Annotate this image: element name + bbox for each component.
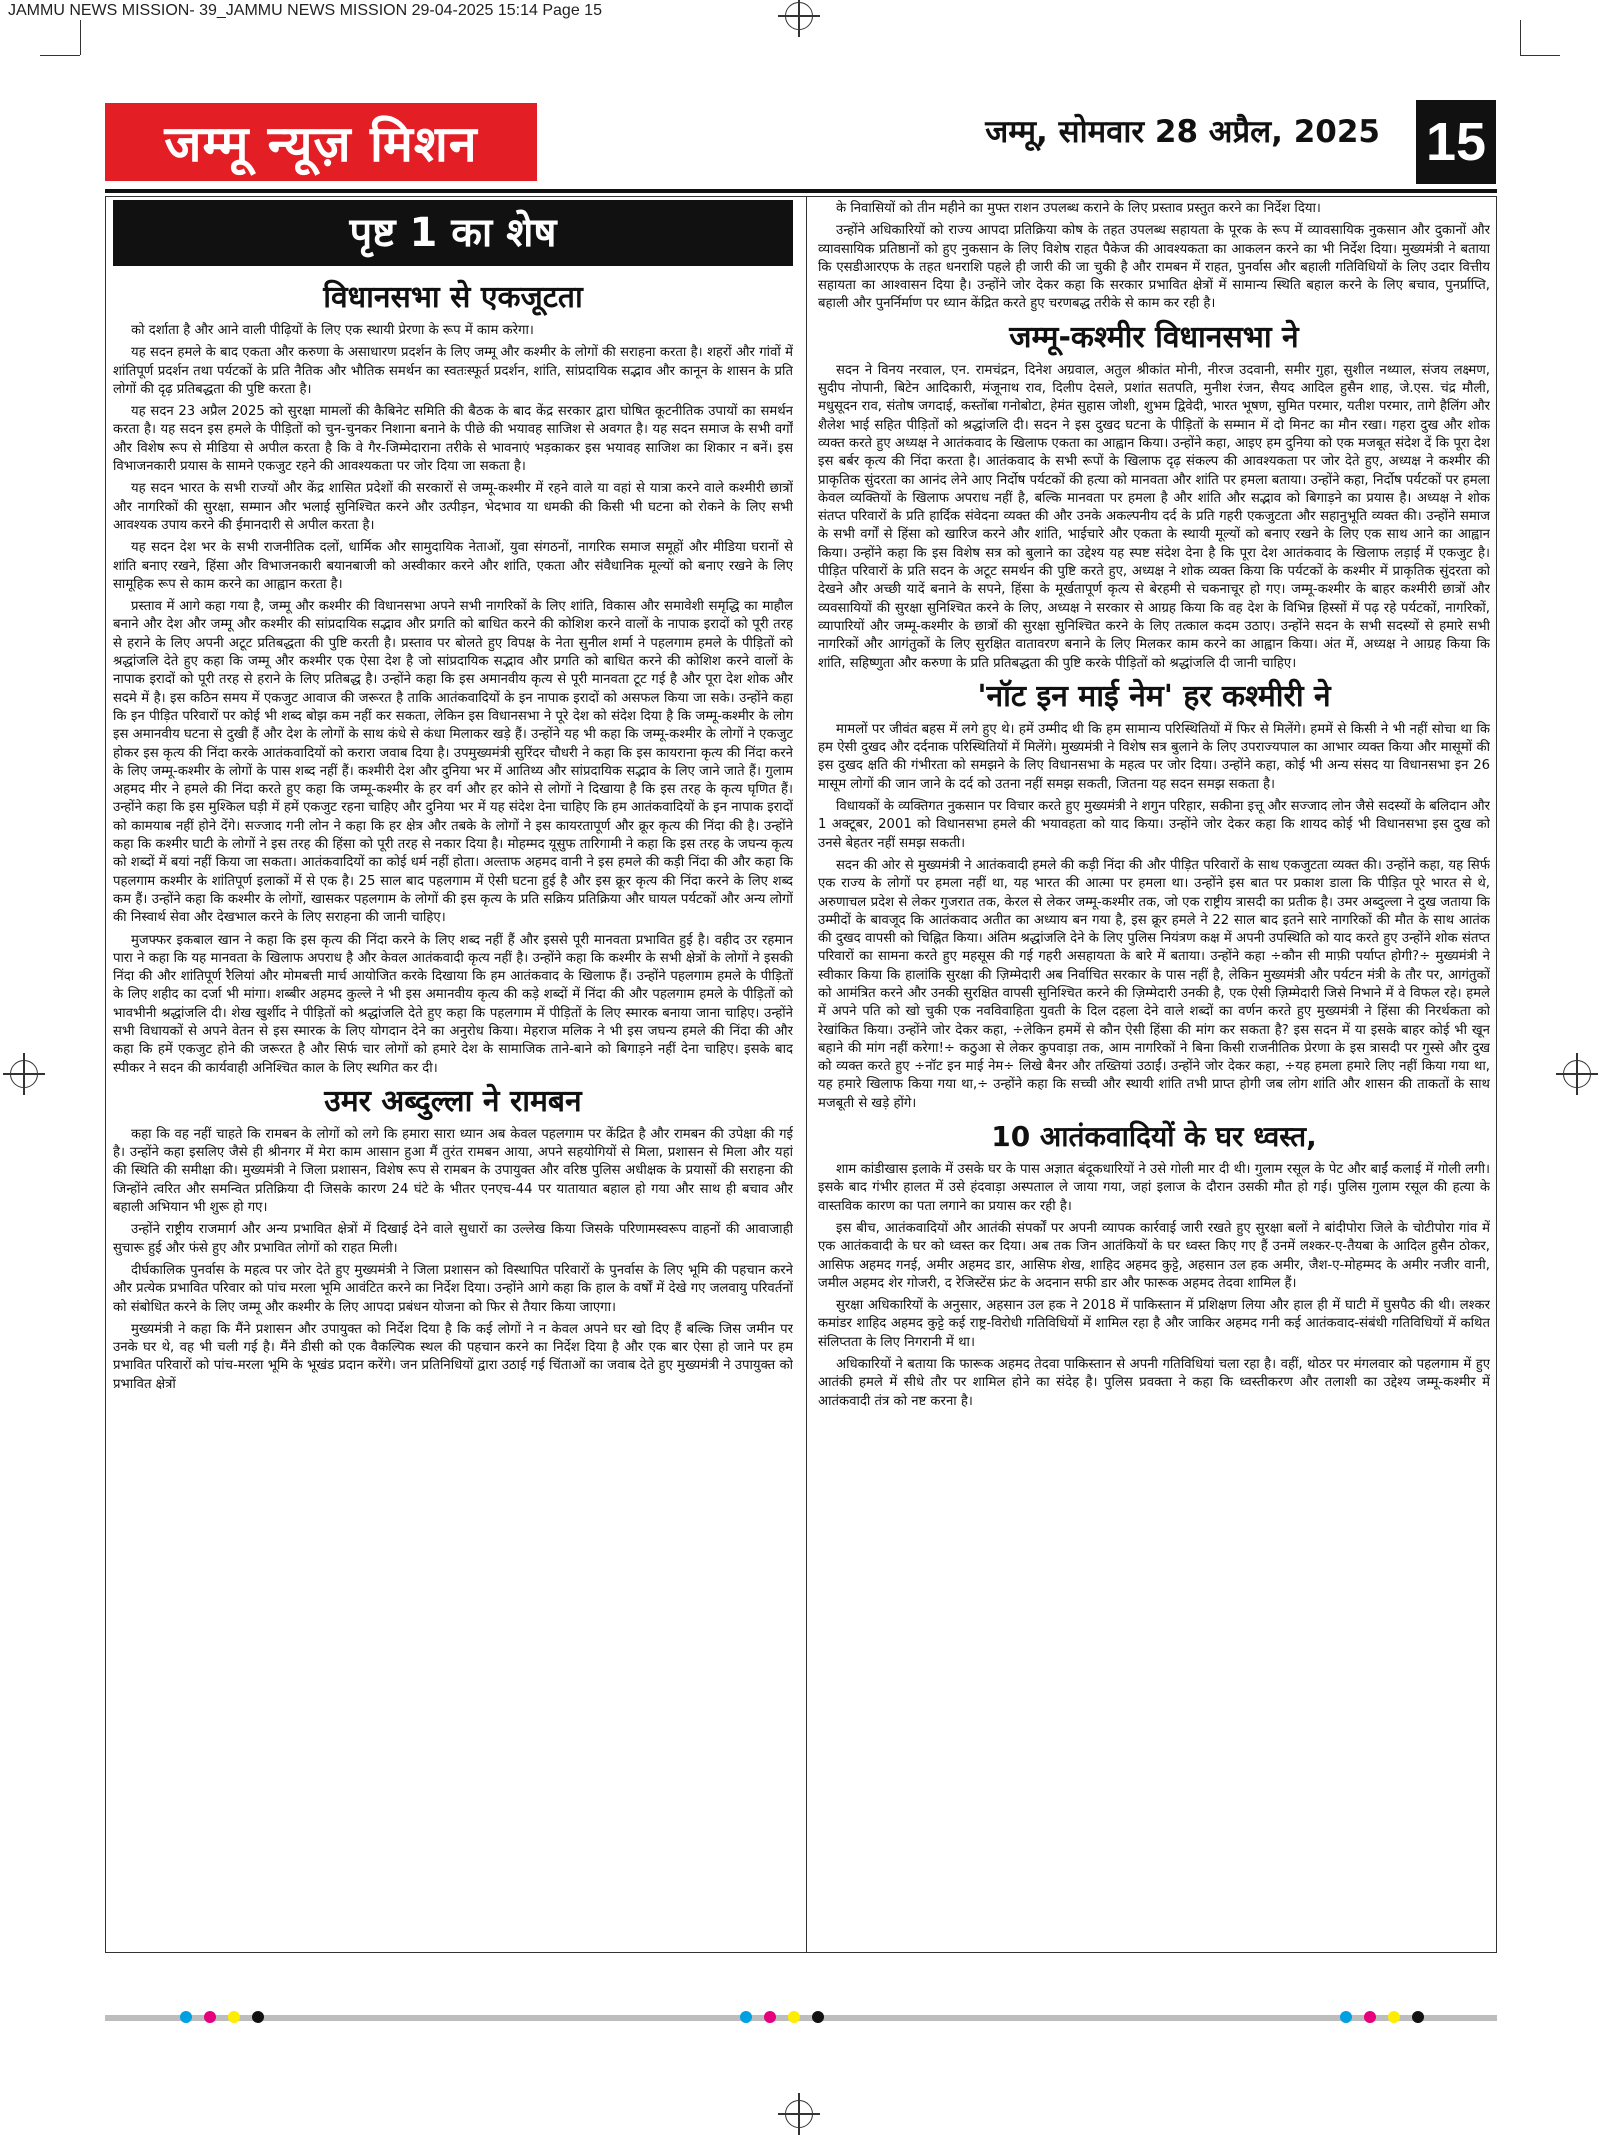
article-paragraph: दीर्घकालिक पुनर्वास के महत्व पर जोर देते हुए मुख्यमंत्री ने जिला प्रशासन को विस्थापित परिवारों के पुनर्वास के लिए भूमि की पहचान करने और प्रत्येक प्रभावित परिवार को पांच मरला भूमि आवंटित करने का निर्देश दिया। उन्होंने आगे कहा कि हाल के वर्षों में देखे गए जलवायु परिवर्तनों को संबोधित करने के लिए जम्मू और कश्मीर के लिए आपदा प्रबंधन योजना को फिर से तैयार किया जाएगा। — [113, 1262, 793, 1315]
registration-mark-bottom — [785, 2100, 813, 2128]
article-paragraph: यह सदन 23 अप्रैल 2025 को सुरक्षा मामलों की कैबिनेट समिति की बैठक के बाद केंद्र सरकार द्वारा घोषित कूटनीतिक उपायों का समर्थन करता है। यह सदन इस हमले के पीड़ितों को चुन-चुनकर निशाना बनाने के पीछे की भयावह साजिश से अवगत है। यह सदन समाज के सभी वर्गों और विशेष रूप से मीडिया से अपील करता है कि वे गैर-जिम्मेदाराना तरीके से भावनाएं भड़काकर इस भयावह साजिश का शिकार न बनें। इस विभाजनकारी प्रयास के सामने एकजुट रहने की आवश्यकता पर जोर दिया जा सकता है। — [113, 404, 793, 475]
section-banner: पृष्ट 1 का शेष — [113, 200, 793, 266]
footer-rule — [105, 2015, 1497, 2021]
column-divider — [806, 196, 807, 1953]
article-paragraph: अधिकारियों ने बताया कि फारूक अहमद तेदवा पाकिस्तान से अपनी गतिविधियां चला रहा है। वहीं, थोठर पर मंगलवार को पहलगाम में हुए आतंकी हमले में सीधे तौर पर शामिल होने का संदेह है। पुलिस प्रवक्ता ने कहा कि ध्वस्तीकरण और तलाशी का उद्देश्य जम्मू-कश्मीर में आतंकवादी तंत्र को नष्ट करना है। — [818, 1357, 1490, 1409]
article-paragraph: विधायकों के व्यक्तिगत नुकसान पर विचार करते हुए मुख्यमंत्री ने शगुन परिहार, सकीना इत्तू और सज्जाद लोन जैसे सदस्यों के बलिदान और 1 अक्टूबर, 2001 को विधानसभा हमले की भयावहता को याद किया। उन्होंने जोर देकर कहा कि शायद कोई भी विधानसभा इस दुख को उनसे बेहतर नहीं समझ सकती। — [818, 799, 1490, 851]
color-bar-dot — [204, 2011, 216, 2023]
crop-mark — [80, 20, 81, 55]
color-bar-dot — [1388, 2011, 1400, 2023]
headline-jk-assembly: जम्मू-कश्मीर विधानसभा ने — [1009, 319, 1299, 355]
color-bar-dot — [228, 2011, 240, 2023]
article-paragraph: मुजफ्फर इकबाल खान ने कहा कि इस कृत्य की निंदा करने के लिए शब्द नहीं हैं और इससे पूरी मानवता प्रभावित हुई है। वहीद उर रहमान पारा ने कहा कि यह मानवता के खिलाफ अपराध है और केवल आतंकवादी कृत्य नहीं है। उन्होंने कहा कि कश्मीर के सभी क्षेत्रों के लोगों ने इसकी निंदा की और शांतिपूर्ण रैलियां और मोमबत्ती मार्च आयोजित करके दिखाया कि हम आतंकवाद के खिलाफ हैं। उन्होंने पहलगाम हमले के पीड़ितों के लिए शहीद का दर्जा भी मांगा। शब्बीर अहमद कुल्ले ने भी इस अमानवीय कृत्य की कड़े शब्दों में निंदा की और पहलगाम हमले के पीड़ितों को भावभीनी श्रद्धांजलि दी। शेख खुर्शीद ने पीड़ितों को श्रद्धांजलि देते हुए कहा कि पहलगाम में पीड़ितों के लिए स्मारक बनाया जाना चाहिए। उन्होंने सभी विधायकों से अपने वेतन से इस स्मारक के लिए योगदान देने का अनुरोध किया। मेहराज मलिक ने भी इस जघन्य हमले की निंदा की और कहा कि हमें एकजुट होने की जरूरत है और सिर्फ चार लोगों को हमारे देश के सामाजिक ताने-बाने को बिगाड़ने नहीं देना चाहिए। इसके बाद स्पीकर ने सदन की कार्यवाही अनिश्चित काल के लिए स्थगित कर दी। — [113, 932, 793, 1076]
masthead-title: जम्मू न्यूज़ मिशन — [164, 115, 478, 173]
registration-mark-top — [785, 2, 813, 30]
article-paragraph: मामलों पर जीवंत बहस में लगे हुए थे। हमें उम्मीद थी कि हम सामान्य परिस्थितियों में फिर से मिलेंगे। हममें से किसी ने भी नहीं सोचा था कि हम ऐसी दुखद और दर्दनाक परिस्थितियों में मिलेंगे। मुख्यमंत्री ने विशेष सत्र बुलाने के लिए उपराज्यपाल का आभार व्यक्त किया और मासूमों की इस दुखद क्षति की गंभीरता को समझने के लिए विधानसभा के महत्व पर जोर दिया। उन्होंने कहा, कोई भी अन्य संसद या विधानसभा इन 26 मासूम लोगों की जान जाने के दर्द को उतना नहीं समझ सकती, जितना यह सदन समझ सकता है। — [818, 721, 1490, 792]
right-column — [818, 200, 1490, 1415]
color-bar-dot — [1364, 2011, 1376, 2023]
article-paragraph: प्रस्ताव में आगे कहा गया है, जम्मू और कश्मीर की विधानसभा अपने सभी नागरिकों के लिए शांति, विकास और समावेशी समृद्धि का माहौल बनाने और देश और जम्मू और कश्मीर की सांप्रदायिक सद्भाव और प्रगति को बाधित करने की कोशिश करने वालों के नापाक इरादों को पूरी तरह से हराने के लिए अपनी अटूट प्रतिबद्धता की पुष्टि करती है। प्रस्ताव पर बोलते हुए विपक्ष के नेता सुनील शर्मा ने पहलगाम हमले के पीड़ितों को श्रद्धांजलि देते हुए कहा कि जम्मू और कश्मीर एक ऐसा देश है जो सांप्रदायिक सद्भाव और प्रगति को बाधित करने की कोशिश करने वालों के नापाक इरादों को पूरी तरह से हराने के लिए प्रतिबद्ध है। उन्होंने कहा कि इस अमानवीय कृत्य से पूरी मानवता टूट गई है और पूरा देश शोक और सदमे में है। इस कठिन समय में एकजुट आवाज की जरूरत है ताकि आतंकवादियों के इन नापाक इरादों को असफल किया जा सके। उन्होंने कहा कि इन पीड़ित परिवारों पर कोई भी शब्द बोझ कम नहीं कर सकता, लेकिन इस विधानसभा ने पूरे देश को संदेश दिया है कि जम्मू-कश्मीर के लोग इस अमानवीय घटना से दुखी हैं और देश के लोगों के साथ कंधे से कंधा मिलाकर खड़े हैं। उन्होंने यह भी कहा कि जम्मू-कश्मीर के लोगों ने एकजुट होकर इस कृत्य की निंदा करके आतंकवादियों को करारा जवाब दिया है। उपमुख्यमंत्री सुरिंदर चौधरी ने कहा कि इस कायराना कृत्य की निंदा करने के लिए जम्मू-कश्मीर के लोगों के पास शब्द नहीं हैं। कश्मीरी देश और दुनिया भर में आतिथ्य और सांप्रदायिक सद्भाव के लिए जाने जाते हैं। गुलाम अहमद मीर ने हमले की निंदा करते हुए कहा कि जम्मू-कश्मीर के हर वर्ग और हर कोने से लोगों ने दिखाया है कि इस तरह के कृत्य घृणित हैं। उन्होंने कहा कि इस मुश्किल घड़ी में हमें एकजुट रहना चाहिए और दुनिया भर में यह संदेश देना चाहिए कि हम आतंकवादियों के इन नापाक इरादों को कामयाब नहीं होने देंगे। सज्जाद गनी लोन ने कहा कि हर क्षेत्र और तबके के लोगों ने इस कायरतापूर्ण और क्रूर कृत्य की निंदा की है। उन्होंने कहा कि कश्मीर घाटी के लोगों ने इस तरह की हिंसा को पूरी तरह से नकार दिया है। मोहम्मद यूसुफ तारिगामी ने कहा कि इस तरह के जघन्य कृत्य को शब्दों में बयां नहीं किया जा सकता। आतंकवादियों का कोई धर्म नहीं होता। अल्ताफ अहमद वानी ने इस हमले की कड़ी निंदा की और कहा कि पहलगाम कश्मीर के शांतिपूर्ण इलाकों में से एक है। 25 साल बाद पहलगाम में ऐसी घटना हुई है और इस क्रूर कृत्य की निंदा करने के लिए शब्द कम हैं। उन्होंने कहा कि कश्मीर के लोगों, खासकर पहलगाम के लोगों की इस कृत्य के प्रति सक्रिय प्रतिक्रिया और घायल पर्यटकों और अन्य लोगों की निस्वार्थ सेवा और देखभाल करने के लिए सराहना की जानी चाहिए। — [113, 599, 793, 926]
headline-omar-ramban: उमर अब्दुल्ला ने रामबन — [324, 1083, 582, 1119]
headline-not-in-my-name: 'नॉट इन माई नेम' हर कश्मीरी ने — [977, 678, 1331, 714]
registration-mark-left — [10, 1060, 38, 1088]
headline-houses-demolished: 10 आतंकवादियों के घर ध्वस्त, — [991, 1120, 1317, 1154]
color-bar-dot — [1340, 2011, 1352, 2023]
dateline: जम्मू, सोमवार 28 अप्रैल, 2025 — [985, 114, 1380, 150]
color-bar-dot — [1412, 2011, 1424, 2023]
masthead — [105, 103, 537, 181]
header-rule — [105, 189, 1497, 193]
article-paragraph: को दर्शाता है और आने वाली पीढ़ियों के लिए एक स्थायी प्रेरणा के रूप में काम करेगा। — [131, 323, 534, 338]
registration-mark-right — [1563, 1060, 1591, 1088]
color-bar-dot — [180, 2011, 192, 2023]
color-bar-dot — [788, 2011, 800, 2023]
crop-mark — [1520, 55, 1560, 56]
color-bar-dot — [740, 2011, 752, 2023]
article-paragraph: कहा कि वह नहीं चाहते कि रामबन के लोगों को लगे कि हमारा सारा ध्यान अब केवल पहलगाम पर केंद्रित है और रामबन की उपेक्षा की गई है। उन्होंने कहा इसलिए जैसे ही श्रीनगर में मेरा काम आसान हुआ मैं तुरंत रामबन आया, अपने सहयोगियों से मिला, प्रशासन से मिला और यहां की स्थिति की समीक्षा की। मुख्यमंत्री ने जिला प्रशासन, विशेष रूप से रामबन के उपायुक्त और वरिष्ठ पुलिस अधीक्षक के प्रयासों की सराहना की जिन्होंने त्वरित और समन्वित प्रतिक्रिया दी जिसके कारण 24 घंटे के भीतर एनएच-44 पर यातायात बहाल हो गया और साथ ही बचाव और बहाली अभियान भी शुरू हो गए। — [113, 1126, 793, 1216]
article-paragraph: शाम कांडीखास इलाके में उसके घर के पास अज्ञात बंदूकधारियों ने उसे गोली मार दी थी। गुलाम रसूल के पेट और बाईं कलाई में गोली लगी। इसके बाद गंभीर हालत में उसे हंदवाड़ा अस्पताल ले जाया गया, जहां इलाज के दौरान उसकी मौत हो गई। पुलिस गुलाम रसूल की हत्या के वास्तविक कारण का पता लगाने का प्रयास कर रही है। — [818, 1162, 1490, 1214]
article-paragraph: इस बीच, आतंकवादियों और आतंकी संपर्कों पर अपनी व्यापक कार्रवाई जारी रखते हुए सुरक्षा बलों ने बांदीपोरा जिले के चोटीपोरा गांव में एक आतंकवादी के घर को ध्वस्त कर दिया। अब तक जिन आतंकियों के घर ध्वस्त किए गए हैं उनमें लश्कर-ए-तैयबा के आदिल हुसैन ठोकर, आसिफ अहमद गनई, अमीर अहमद डार, आसिफ शेख, शाहिद अहमद कुट्टे, अहसान उल हक अमीर, जैश-ए-मोहम्मद के अमीर नजीर वानी, जमील अहमद शेर गोजरी, द रेजिस्टेंस फ्रंट के अदनान सफी डार और फारूक अहमद तेदवा शामिल हैं। — [818, 1220, 1490, 1291]
print-slug: JAMMU NEWS MISSION- 39_JAMMU NEWS MISSION 29-04-2025 15:14 Page 15 — [8, 2, 602, 19]
article-paragraph: सुरक्षा अधिकारियों के अनुसार, अहसान उल हक ने 2018 में पाकिस्तान में प्रशिक्षण लिया और हाल ही में घाटी में घुसपैठ की थी। लश्कर कमांडर शाहिद अहमद कुट्टे कई राष्ट्र-विरोधी गतिविधियों में शामिल रहा है और जाकिर अहमद गनी कई आतंकवाद-संबंधी गतिविधियों में कथित संलिप्तता के लिए निगरानी में था। — [818, 1298, 1490, 1350]
color-bar-dot — [252, 2011, 264, 2023]
color-bar-dot — [764, 2011, 776, 2023]
article-paragraph: के निवासियों को तीन महीने का मुफ्त राशन उपलब्ध कराने के लिए प्रस्ताव प्रस्तुत करने का निर्देश दिया। — [836, 201, 1321, 216]
article-paragraph: यह सदन देश भर के सभी राजनीतिक दलों, धार्मिक और सामुदायिक नेताओं, युवा संगठनों, नागरिक समाज समूहों और मीडिया घरानों से शांति बनाए रखने, हिंसा और विभाजनकारी बयानबाजी को अस्वीकार करने और शांति, एकता और संवैधानिक मूल्यों को बनाए रखने के लिए सामूहिक रूप से काम करने का आह्वान करता है। — [113, 540, 793, 592]
page-number: 15 — [1416, 100, 1496, 184]
article-paragraph: उन्होंने अधिकारियों को राज्य आपदा प्रतिक्रिया कोष के तहत उपलब्ध सहायता के पूरक के रूप में व्यावसायिक नुकसान और दुकानों और व्यावसायिक प्रतिष्ठानों को हुए नुकसान के लिए विशेष राहत पैकेज की आवश्यकता का आकलन करने का भी निर्देश दिया। मुख्यमंत्री ने बताया कि एसडीआरएफ के तहत धनराशि पहले ही जारी की जा चुकी है और रामबन में राहत, पुनर्वास और बहाली गतिविधियों के लिए उदार वित्तीय सहायता का आश्वासन दिया है। उन्होंने जोर देकर कहा कि सरकार प्रभावित क्षेत्रों में सामान्य स्थिति बहाल करने के लिए बचाव, पुनर्प्राप्ति, बहाली और पुनर्निर्माण पर ध्यान केंद्रित करते हुए चरणबद्ध तरीके से काम कर रही है। — [818, 223, 1490, 312]
article-paragraph: यह सदन हमले के बाद एकता और करुणा के असाधारण प्रदर्शन के लिए जम्मू और कश्मीर के लोगों की सराहना करता है। शहरों और गांवों में शांतिपूर्ण प्रदर्शन तथा पर्यटकों के प्रति नैतिक और भौतिक समर्थन का स्वतःस्फूर्त प्रदर्शन, शांति, सांप्रदायिक सद्भाव और कानून के शासन के प्रति लोगों की दृढ़ प्रतिबद्धता की पुष्टि करता है। — [113, 345, 793, 397]
left-column — [113, 200, 793, 1398]
article-paragraph: उन्होंने राष्ट्रीय राजमार्ग और अन्य प्रभावित क्षेत्रों में दिखाई देने वाले सुधारों का उल्लेख किया जिसके परिणामस्वरूप वाहनों की आवाजाही सुचारू हुई और फंसे हुए और प्रभावित लोगों को राहत मिली। — [113, 1222, 793, 1256]
article-paragraph: सदन ने विनय नरवाल, एन. रामचंद्रन, दिनेश अग्रवाल, अतुल श्रीकांत मोनी, नीरज उदवानी, समीर गुहा, सुशील नथ्याल, संजय लक्ष्मण, सुदीप नोपानी, बिटेन आदिकारी, मंजूनाथ राव, दिलीप देसले, प्रशांत सतपति, मुनीश रंजन, सैयद आदिल हुसैन शाह, जे.एस. चंद्र मौली, मधुसूदन राव, संतोष जगदाई, कस्तोंबा गनोबोटा, हेमंत सुहास जोशी, शुभम द्विवेदी, भारत भूषण, सुमित परमार, यतीश परमार, तागे हैलिंग और शैलेश भाई सहित पीड़ितों को श्रद्धांजलि दी। सदन ने इस दुखद घटना के पीड़ितों के सम्मान में दो मिनट का मौन रखा। गहरा दुख और शोक व्यक्त करते हुए अध्यक्ष ने आतंकवाद के खिलाफ एकता का आह्वान किया। उन्होंने कहा, आइए हम दुनिया को एक मजबूत संदेश दें कि पूरा देश इस बर्बर कृत्य की निंदा करता है। आतंकवाद के सभी रूपों के खिलाफ दृढ़ संकल्प की आवश्यकता पर जोर देते हुए, अध्यक्ष ने कश्मीर की प्राकृतिक सुंदरता का आनंद लेने आए निर्दोष पर्यटकों की हत्या को मानवता और शांति पर हमला बताया। उन्होंने कहा, निर्दोष पर्यटकों पर हमला केवल व्यक्तियों के खिलाफ अपराध नहीं है, बल्कि मानवता पर हमला है और शांति और सद्भाव को बिगाड़ने का प्रयास है। अध्यक्ष ने शोक संतप्त परिवारों के प्रति हार्दिक संवेदना व्यक्त की और उनके अकल्पनीय दर्द के प्रति गहरी एकजुटता और सहानुभूति व्यक्त की। उन्होंने समाज के सभी वर्गों से हिंसा को खारिज करने और शांति, भाईचारे और एकता के स्थायी मूल्यों को बनाए रखने के लिए एक साथ आने का आह्वान किया। उन्होंने कहा कि इस विशेष सत्र को बुलाने का उद्देश्य यह स्पष्ट संदेश देना है कि पूरा देश आतंकवाद के खिलाफ लड़ाई में एकजुट है। पीड़ित परिवारों के प्रति सदन के अटूट समर्थन की पुष्टि करते हुए, अध्यक्ष ने शोक व्यक्त किया कि पर्यटकों के कश्मीर में प्राकृतिक सुंदरता को देखने और अच्छी यादें बनाने के सपने, हिंसा के मूर्खतापूर्ण कृत्य से बेरहमी से चकनाचूर हो गए। जम्मू-कश्मीर के बाहर कश्मीरी छात्रों और व्यवसायियों की सुरक्षा सुनिश्चित करने के लिए, अध्यक्ष ने सरकार से आग्रह किया कि वह देश के विभिन्न हिस्सों में पढ़ रहे पर्यटकों, नागरिकों, व्यापारियों और जम्मू-कश्मीर के छात्रों की सुरक्षा सुनिश्चित करने के लिए तत्काल कदम उठाए। उन्होंने सदन के सभी सदस्यों से हमारे सभी नागरिकों और आगंतुकों के लिए सुरक्षित वातावरण बनाने के लिए मिलकर काम करने का आह्वान किया। अंत में, अध्यक्ष ने आग्रह किया कि शांति, सहिष्णुता और करुणा के प्रति प्रतिबद्धता की पुष्टि करके पीड़ितों को श्रद्धांजलि दी जानी चाहिए। — [818, 362, 1490, 671]
article-paragraph: यह सदन भारत के सभी राज्यों और केंद्र शासित प्रदेशों की सरकारों से जम्मू-कश्मीर में रहने वाले या वहां से यात्रा करने वाले कश्मीरी छात्रों और नागरिकों की सुरक्षा, सम्मान और भलाई सुनिश्चित करने और उत्पीड़न, भेदभाव या धमकी की किसी भी घटना को रोकने के लिए सभी आवश्यक उपाय करने की ईमानदारी से अपील करता है। — [113, 481, 793, 533]
color-bar-dot — [812, 2011, 824, 2023]
crop-mark — [1520, 20, 1521, 55]
article-paragraph: मुख्यमंत्री ने कहा कि मैंने प्रशासन और उपायुक्त को निर्देश दिया है कि कई लोगों ने न केवल अपने घर खो दिए हैं बल्कि जिस जमीन पर उनके घर थे, वह भी चली गई है। मैंने डीसी को एक वैकल्पिक स्थल की पहचान करने का निर्देश दिया है और एक बार ऐसा हो जाने पर हम प्रभावित परिवारों को पांच-मरला भूमि के भूखंड प्रदान करेंगे। जन प्रतिनिधियों द्वारा उठाई गई चिंताओं का जवाब देते हुए मुख्यमंत्री ने उपायुक्त को प्रभावित क्षेत्रों — [113, 1321, 793, 1392]
article-paragraph: सदन की ओर से मुख्यमंत्री ने आतंकवादी हमले की कड़ी निंदा की और पीड़ित परिवारों के साथ एकजुटता व्यक्त की। उन्होंने कहा, यह सिर्फ एक राज्य के लोगों पर हमला नहीं था, यह भारत की आत्मा पर हमला था। उन्होंने इस बात पर प्रकाश डाला कि पीड़ित पूरे भारत से थे, अरुणाचल प्रदेश से लेकर गुजरात तक, केरल से लेकर जम्मू-कश्मीर तक, जो एक राष्ट्रीय त्रासदी का प्रतीक है। उमर अब्दुल्ला ने दुख जताया कि उम्मीदों के बावजूद कि आतंकवाद अतीत का अध्याय बन गया है, इस क्रूर हमले ने 22 साल बाद इतने सारे नागरिकों की मौत के साथ आतंक की दुखद वापसी को चिह्नित किया। अंतिम श्रद्धांजलि देने के लिए पुलिस नियंत्रण कक्ष में अपनी उपस्थिति को याद करते हुए उन्होंने शोक संतप्त परिवारों का सामना करते हुए महसूस की गई गहरी असहायता के बारे में बताया। उन्होंने कहा ÷कौन सी माफ़ी पर्याप्त होगी?÷ मुख्यमंत्री ने स्वीकार किया कि हालांकि सुरक्षा की ज़िम्मेदारी अब निर्वाचित सरकार के पास नहीं है, लेकिन मुख्यमंत्री और पर्यटन मंत्री के तौर पर, आगंतुकों को आमंत्रित करने और उनकी सुरक्षित वापसी सुनिश्चित करने की ज़िम्मेदारी उनकी है, एक ऐसी ज़िम्मेदारी जिसे निभाने में वे विफल रहे। हमले में अपने पति को खो चुकी एक नवविवाहिता युवती के दिल दहला देने वाले शब्दों का वर्णन करते हुए मुख्यमंत्री ने हिंसा की निरर्थकता को रेखांकित किया। उन्होंने जोर देकर कहा, ÷लेकिन हममें से कौन ऐसी हिंसा की मांग कर सकता है? इस सदन में या इसके बाहर कोई भी खून बहाने की मांग नहीं करेगा!÷ कठुआ से लेकर कुपवाड़ा तक, आम नागरिकों ने बिना किसी राजनीतिक प्रेरणा के इस त्रासदी पर गुस्से और दुख को व्यक्त करते हुए ÷नॉट इन माई नेम÷ लिखे बैनर और तख्तियां उठाईं। उन्होंने जोर देकर कहा, ÷यह हमला हमारे लिए नहीं किया गया था, यह हमारे खिलाफ किया गया था,÷ उन्होंने कहा कि सच्ची और स्थायी शांति तभी प्राप्त होगी जब लोग शांति और शासन की ताकतों के साथ मजबूती से खड़े होंगे। — [818, 857, 1490, 1111]
crop-mark — [40, 55, 80, 56]
headline-vidhansabha: विधानसभा से एकजूटता — [323, 280, 583, 315]
